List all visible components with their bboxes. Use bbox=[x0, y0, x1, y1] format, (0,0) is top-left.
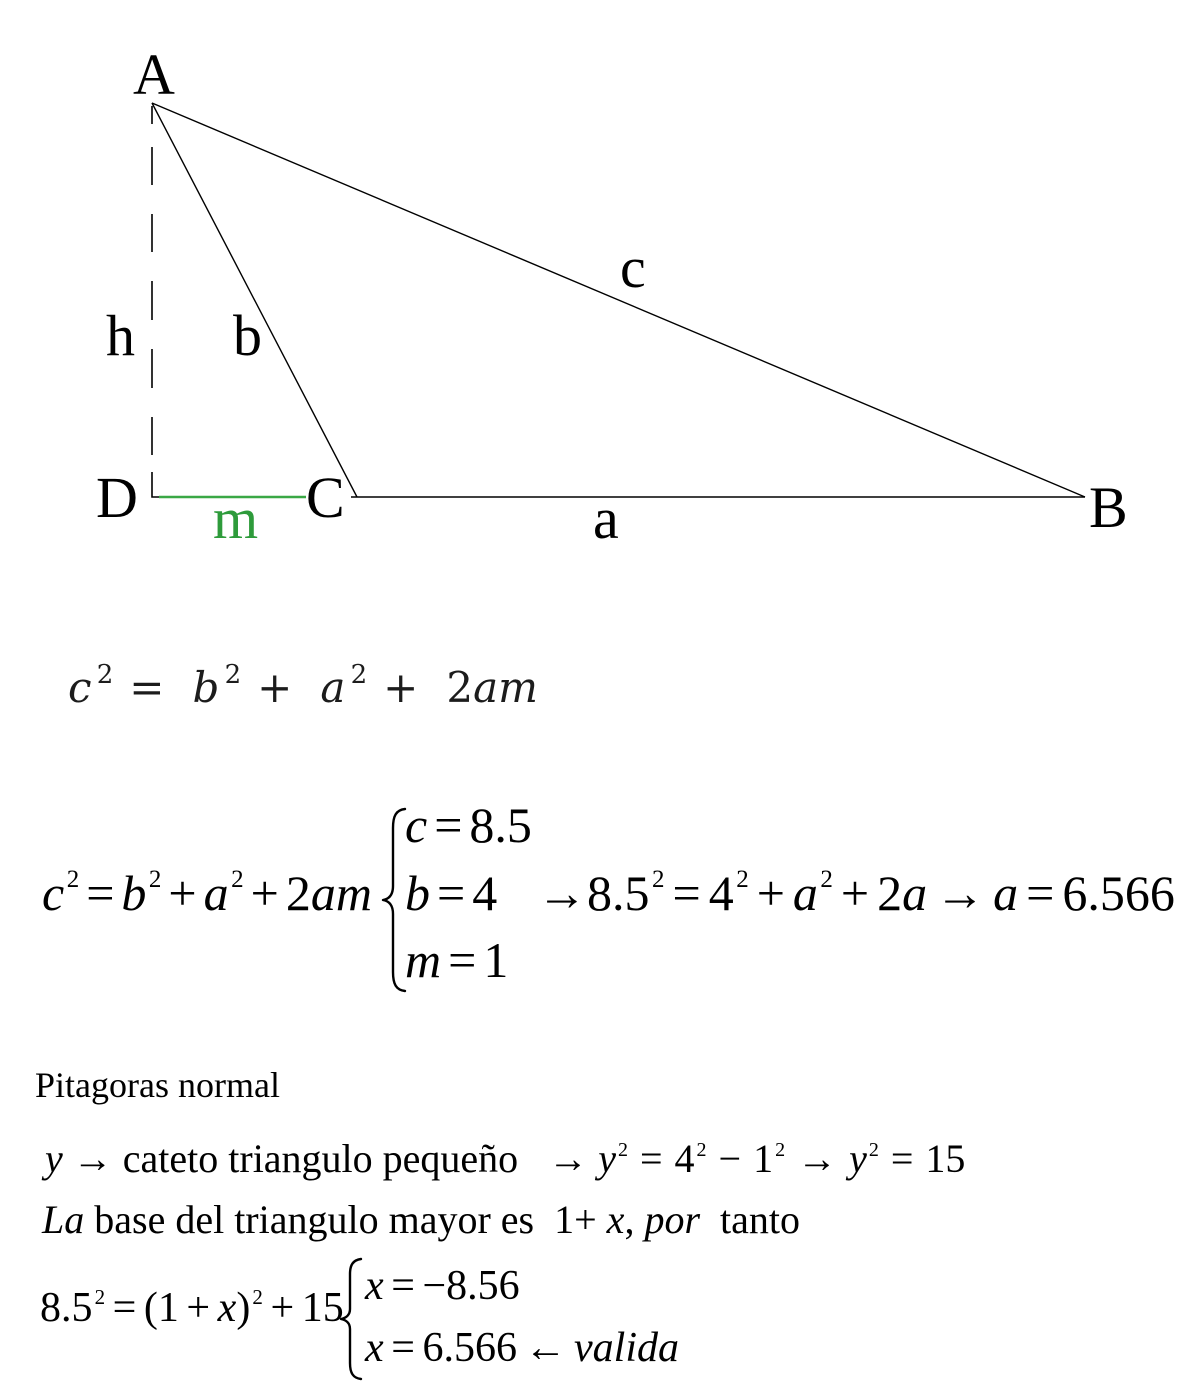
math-operator: → bbox=[797, 1136, 838, 1181]
math-operator: = bbox=[86, 865, 115, 921]
math-variable: y bbox=[45, 1136, 63, 1181]
math-variable: am bbox=[310, 865, 372, 921]
math-text: 4 bbox=[472, 865, 498, 921]
math-variable: b bbox=[405, 865, 430, 921]
height-h-dashed-line bbox=[152, 106, 159, 497]
math-variable: por bbox=[644, 1197, 701, 1242]
math-operator: ← bbox=[524, 1325, 567, 1371]
cateto-step bbox=[45, 1136, 966, 1181]
base-step bbox=[42, 1197, 800, 1242]
math-text: tanto bbox=[700, 1197, 800, 1242]
math-operator: + bbox=[250, 865, 279, 921]
math-variable: c bbox=[68, 663, 92, 712]
math-variable: b bbox=[192, 663, 220, 712]
math-variable: a bbox=[792, 865, 818, 921]
solution-row-valid bbox=[365, 1327, 679, 1369]
math-text: 6.566 bbox=[422, 1325, 517, 1371]
math-text: 8.5 bbox=[469, 797, 532, 853]
math-operator: + bbox=[383, 663, 419, 712]
left-brace bbox=[381, 806, 407, 994]
math-exponent: 2 bbox=[350, 660, 368, 691]
math-exponent: 2 bbox=[94, 1284, 106, 1309]
math-text: 8.5 bbox=[40, 1285, 93, 1331]
triangle-sides bbox=[152, 103, 1085, 497]
math-variable: a bbox=[993, 865, 1019, 921]
math-variable: x bbox=[217, 1285, 237, 1331]
math-variable: La bbox=[42, 1197, 85, 1242]
side-label-h: h bbox=[106, 303, 135, 368]
math-operator: + bbox=[840, 865, 870, 921]
math-text: 6.566 bbox=[1062, 865, 1175, 921]
math-variable: y bbox=[598, 1136, 616, 1181]
math-text: (1 bbox=[143, 1285, 179, 1331]
side-label-b: b bbox=[233, 303, 262, 368]
math-text: , bbox=[624, 1197, 645, 1242]
math-text: 2 bbox=[446, 663, 474, 712]
math-text: →8.5 bbox=[537, 865, 650, 921]
math-variable: a bbox=[203, 865, 229, 921]
math-exponent: 2 bbox=[736, 866, 749, 893]
math-variable: a bbox=[902, 865, 928, 921]
math-operator: + bbox=[168, 865, 197, 921]
vertex-label-c: C bbox=[306, 465, 345, 530]
math-variable: c bbox=[405, 797, 428, 853]
system-result bbox=[537, 865, 1175, 921]
math-operator: = bbox=[391, 1325, 415, 1371]
math-exponent: 2 bbox=[252, 1284, 263, 1309]
math-operator: = bbox=[434, 797, 463, 853]
math-text: 4 bbox=[674, 1136, 695, 1181]
math-variable: m bbox=[405, 932, 442, 988]
left-brace-shape bbox=[383, 809, 405, 991]
math-exponent: 2 bbox=[617, 1138, 628, 1161]
math-operator: + bbox=[270, 1285, 295, 1331]
math-operator: = bbox=[437, 865, 466, 921]
math-exponent: 2 bbox=[224, 660, 242, 691]
math-text: base del triangulo mayor es 1+ bbox=[84, 1197, 607, 1242]
solution-row-negative bbox=[365, 1265, 520, 1307]
math-exponent: 2 bbox=[868, 1138, 879, 1161]
math-operator: = bbox=[890, 1136, 914, 1181]
math-operator: = bbox=[129, 663, 165, 712]
cosine-law-formula bbox=[68, 660, 538, 712]
math-variable: b bbox=[121, 865, 147, 921]
side-label-a: a bbox=[593, 486, 619, 551]
math-operator: → bbox=[935, 865, 986, 921]
math-exponent: 2 bbox=[66, 866, 80, 893]
math-text: 1 bbox=[483, 932, 509, 988]
left-brace bbox=[339, 1256, 363, 1382]
math-exponent: 2 bbox=[96, 660, 114, 691]
math-exponent: 2 bbox=[231, 866, 244, 893]
math-text: −8.56 bbox=[422, 1263, 520, 1309]
math-operator: − bbox=[718, 1136, 742, 1181]
math-exponent: 2 bbox=[652, 866, 665, 893]
math-variable: a bbox=[320, 663, 346, 712]
math-operator: = bbox=[391, 1263, 415, 1309]
side-c-line bbox=[152, 103, 1085, 497]
math-text: 15 bbox=[301, 1285, 344, 1331]
left-brace-shape bbox=[341, 1259, 361, 1379]
side-label-c: c bbox=[620, 235, 646, 300]
math-text: 2 bbox=[877, 865, 903, 921]
math-operator: = bbox=[1026, 865, 1055, 921]
vertex-label-a: A bbox=[133, 42, 175, 107]
side-label-m: m bbox=[213, 486, 259, 551]
math-operator: = bbox=[112, 1285, 137, 1331]
math-exponent: 2 bbox=[148, 866, 162, 893]
math-exponent: 2 bbox=[820, 866, 833, 893]
case-row-m bbox=[405, 932, 509, 988]
math-variable: am bbox=[473, 663, 538, 712]
math-operator: + bbox=[257, 663, 293, 712]
math-operator: = bbox=[672, 865, 701, 921]
section-label: Pitagoras normal bbox=[35, 1065, 280, 1105]
math-variable: x bbox=[365, 1263, 384, 1309]
vertex-label-b: B bbox=[1089, 475, 1128, 540]
math-text: 4 bbox=[708, 865, 734, 921]
side-labels bbox=[106, 235, 646, 551]
math-exponent: 2 bbox=[696, 1138, 707, 1161]
final-equation-lhs bbox=[40, 1284, 344, 1331]
math-text: 1 bbox=[753, 1136, 774, 1181]
math-operator: = bbox=[639, 1136, 663, 1181]
math-variable: valida bbox=[574, 1325, 680, 1371]
system-formula-lhs bbox=[42, 865, 372, 921]
math-operator: = bbox=[448, 932, 477, 988]
math-variable: c bbox=[42, 865, 65, 921]
math-text: ) bbox=[236, 1285, 251, 1331]
math-variable: x bbox=[365, 1325, 384, 1371]
side-b-line bbox=[152, 103, 357, 497]
vertex-labels bbox=[96, 42, 1128, 540]
math-operator: + bbox=[756, 865, 785, 921]
math-text: → cateto triangulo pequeño → bbox=[62, 1136, 599, 1181]
case-row-c bbox=[405, 797, 532, 853]
math-variable: y bbox=[849, 1136, 867, 1181]
case-row-b bbox=[405, 865, 498, 921]
math-variable: x bbox=[606, 1197, 625, 1242]
triangle-diagram bbox=[0, 0, 1200, 600]
math-text: 15 bbox=[925, 1136, 966, 1181]
math-operator: + bbox=[186, 1285, 211, 1331]
math-text: 2 bbox=[285, 865, 311, 921]
vertex-label-d: D bbox=[96, 465, 138, 530]
math-exponent: 2 bbox=[775, 1138, 786, 1161]
